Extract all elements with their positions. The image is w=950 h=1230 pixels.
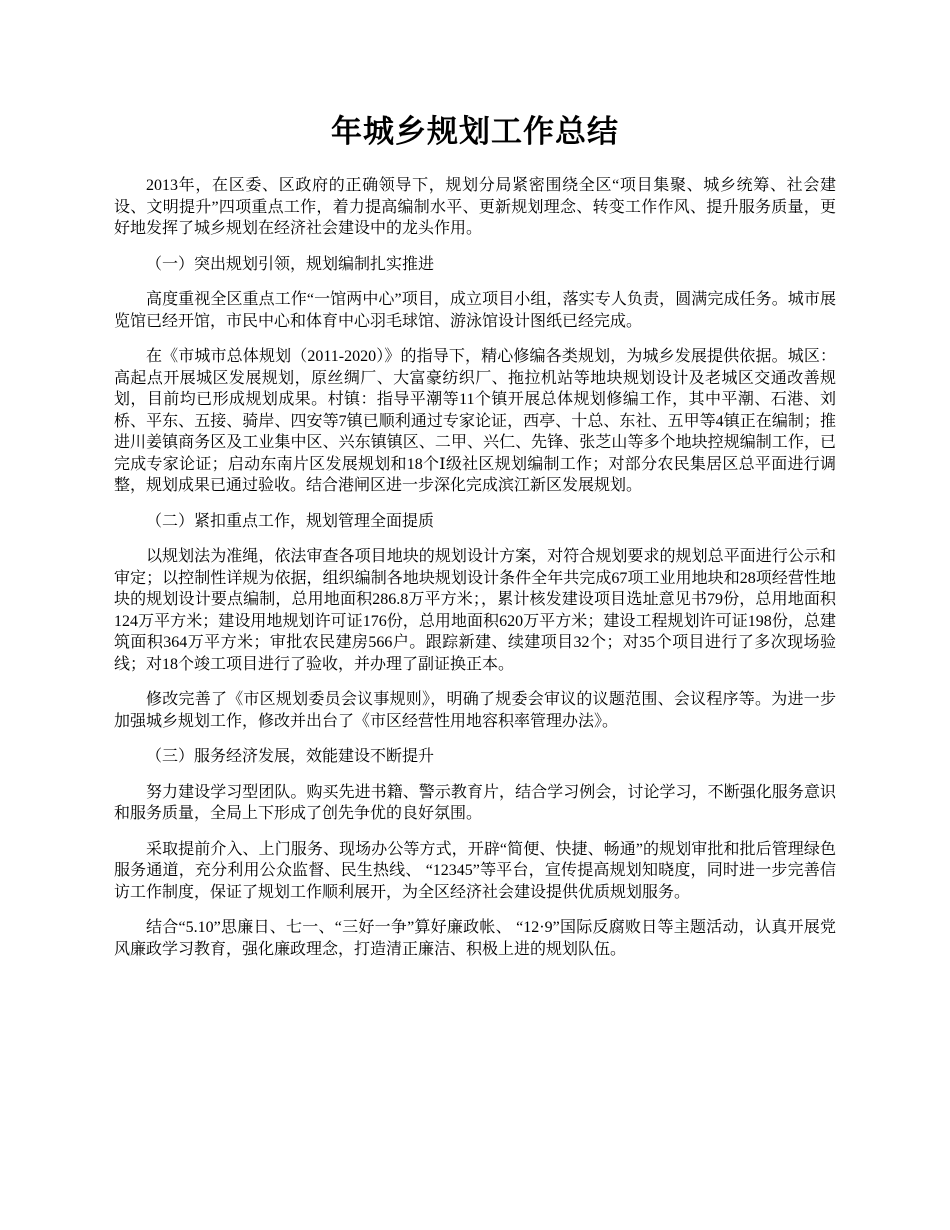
paragraph: （二）紧扣重点工作，规划管理全面提质 [146, 512, 435, 530]
paragraph: 采取提前介入、上门服务、现场办公等方式，开辟“简便、快捷、畅通”的规划审批和批后管理绿色服务通道，充分利用公众监督、民生热线、 “12345”等平台，宣传提高规划知晓度，同时进一步完善信访工作制度，保证了规划工作顺利展开，为全区经济社会建设提供优质规划服务。 [114, 840, 836, 901]
document-body [114, 175, 836, 960]
paragraph: （一）突出规划引领，规划编制扎实推进 [146, 255, 435, 273]
paragraph: 努力建设学习型团队。购买先进书籍、警示教育片，结合学习例会，讨论学习，不断强化服务意识和服务质量，全局上下形成了创先争优的良好氛围。 [114, 783, 836, 822]
paragraph: （三）服务经济发展，效能建设不断提升 [146, 748, 435, 765]
paragraph: 以规划法为准绳，依法审查各项目地块的规划设计方案，对符合规划要求的规划总平面进行公示和审定；以控制性详规为依据，组织编制各地块规划设计条件全年共完成67项工业用地块和28项经营性地块的规划设计要点编制，总用地面积286.8万平方米；，累计核发建设项目选址意见书79份，总用地面积124万平方米；建设用地规划许可证176份，总用地面积620万平方米；建设工程规划许可证198份，总建筑面积364万平方米；审批农民建房566户。跟踪新建、续建项目32个；对35个项目进行了多次现场验线；对18个竣工项目进行了验收，并办理了副证换正本。 [114, 548, 836, 673]
paragraph: 2013年，在区委、区政府的正确领导下，规划分局紧密围绕全区“项目集聚、城乡统筹、社会建设、文明提升”四项重点工作，着力提高编制水平、更新规划理念、转变工作作风、提升服务质量，更好地发挥了城乡规划在经济社会建设中的龙头作用。 [114, 177, 836, 237]
paragraph: 在《市城市总体规划（2011-2020）》的指导下，精心修编各类规划，为城乡发展提供依据。城区：高起点开展城区发展规划，原丝绸厂、大富豪纺织厂、拖拉机站等地块规划设计及老城区交通改善规划，目前均已形成规划成果。村镇：指导平潮等11个镇开展总体规划修编工作，其中平潮、石港、刘桥、平东、五接、骑岸、四安等7镇已顺利通过专家论证，西亭、十总、东社、五甲等4镇正在编制；推进川姜镇商务区及工业集中区、兴东镇镇区、二甲、兴仁、先锋、张芝山等多个地块控规编制工作，已完成专家论证；启动东南片区发展规划和18个Ⅰ级社区规划编制工作；对部分农民集居区总平面进行调整，规划成果已通过验收。结合港闸区进一步深化完成滨江新区发展规划。 [114, 348, 836, 494]
paragraph: 高度重视全区重点工作“一馆两中心”项目，成立项目小组，落实专人负责，圆满完成任务。城市展览馆已经开馆，市民中心和体育中心羽毛球馆、游泳馆设计图纸已经完成。 [114, 291, 836, 330]
document-title: 年城乡规划工作总结 [331, 114, 619, 149]
paragraph: 修改完善了《市区规划委员会议事规则》，明确了规委会审议的议题范围、会议程序等。为进一步加强城乡规划工作，修改并出台了《市区经营性用地容积率管理办法》。 [114, 691, 836, 730]
paragraph: 结合“5.10”思廉日、七一、“三好一争”算好廉政帐、 “12·9”国际反腐败日等主题活动，认真开展党风廉政学习教育，强化廉政理念，打造清正廉洁、积极上进的规划队伍。 [114, 919, 836, 958]
